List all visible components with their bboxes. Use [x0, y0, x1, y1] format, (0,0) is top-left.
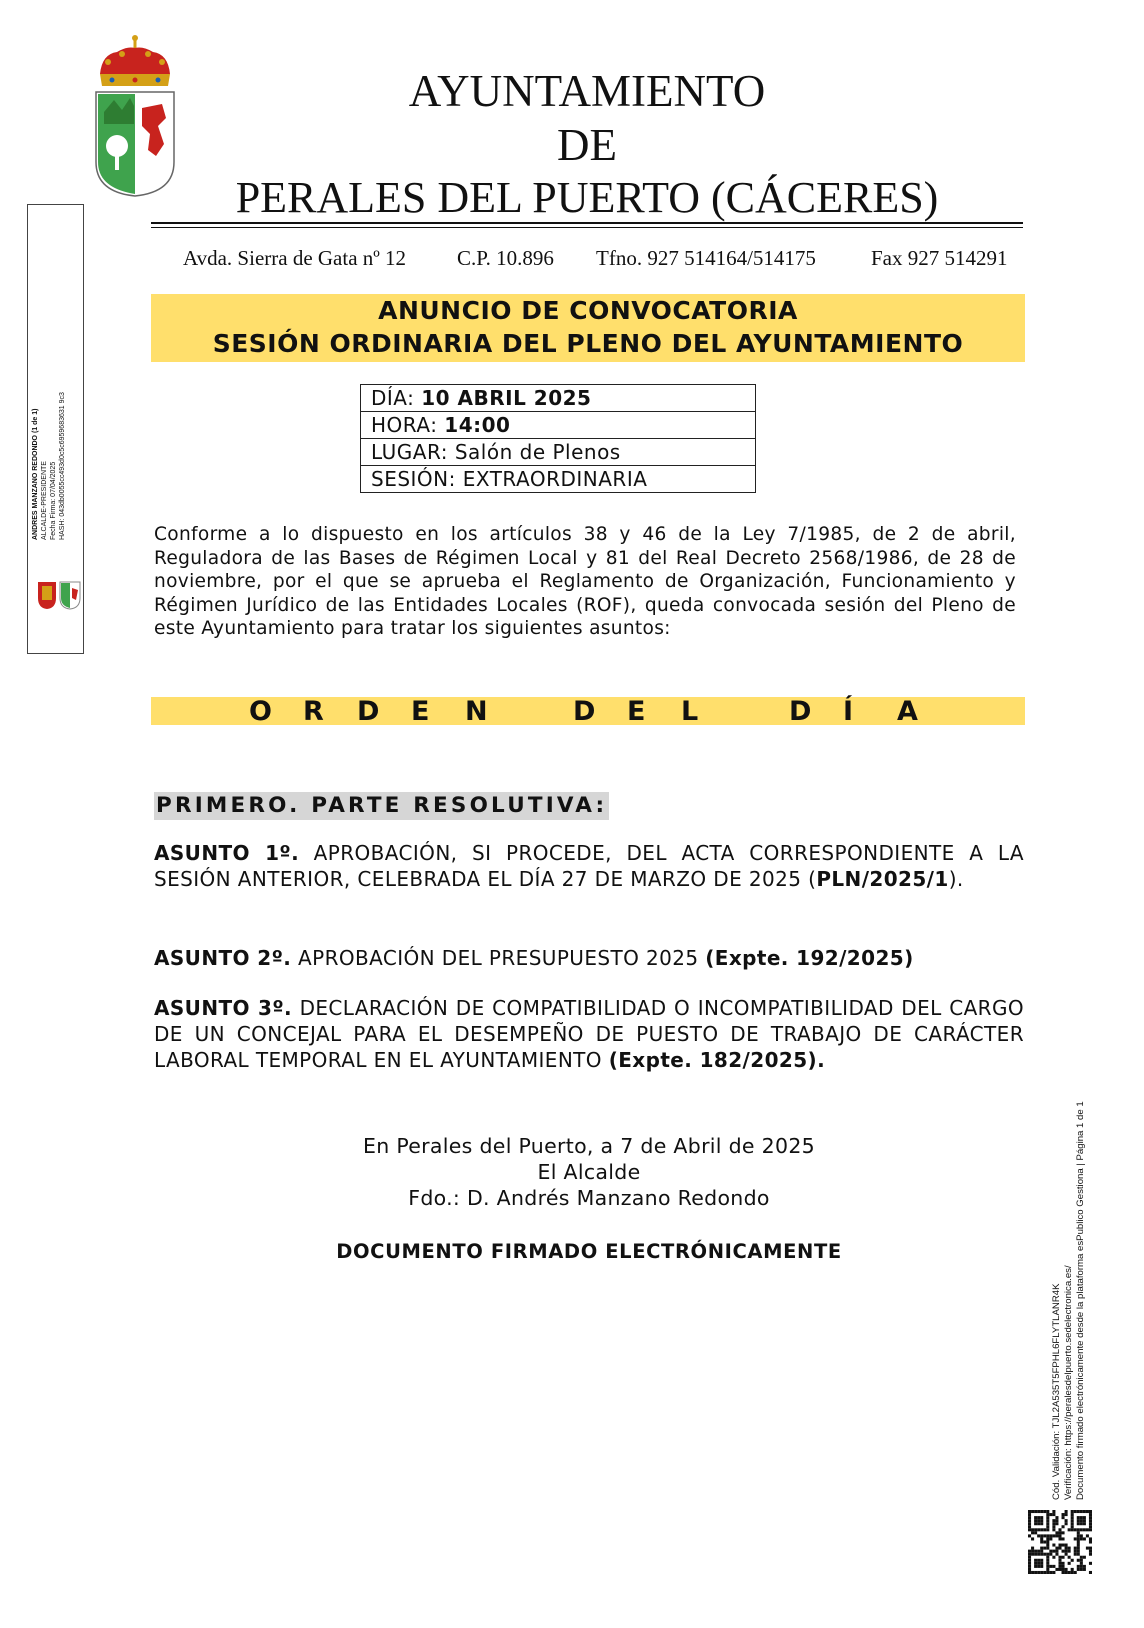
agenda-title-bar	[151, 697, 1025, 725]
announcement-banner	[151, 294, 1025, 362]
signer-role: ALCALDE-PRESIDENTE	[41, 461, 48, 540]
closing-role: El Alcalde	[537, 1160, 641, 1184]
agenda-title-letter: R	[303, 696, 324, 727]
mini-coat-of-arms-icon	[36, 578, 82, 610]
agenda-title-letter: D	[573, 696, 596, 727]
coat-of-arms-logo	[92, 34, 178, 200]
header-rule-top	[151, 222, 1023, 224]
validation-code: Cód. Validación: TJL2A535T5FPHL6FLYTLANR4K	[1051, 1283, 1062, 1500]
agenda-title-letter: E	[411, 696, 430, 727]
banner-line-1: ANUNCIO DE CONVOCATORIA	[378, 296, 798, 325]
agenda-item-label: ASUNTO 1º.	[154, 841, 300, 865]
closing-signature: Fdo.: D. Andrés Manzano Redondo	[408, 1186, 770, 1210]
agenda-title-letter: L	[681, 696, 699, 727]
header-title-line-3: PERALES DEL PUERTO (CÁCERES)	[235, 173, 939, 222]
info-row-sesion: SESIÓN: EXTRAORDINARIA	[371, 467, 648, 491]
hora-value: 14:00	[444, 413, 511, 437]
fax-text: Fax 927 514291	[871, 246, 1008, 270]
agenda-title-letter: Í	[843, 696, 854, 727]
platform-note: Documento firmado electrónicamente desde la plataforma esPublico Gestiona | Página 1 de 1	[1075, 1101, 1086, 1500]
agenda-item-text: APROBACIÓN DEL PRESUPUESTO 2025	[291, 946, 706, 970]
agenda-title-letter: O	[249, 696, 272, 727]
agenda-title-letter: A	[897, 696, 918, 727]
intro-paragraph: Conforme a lo dispuesto en los artículos 38 y 46 de la Ley 7/1985, de 2 de abril, Reguladora de las Bases de Régimen Local y 81 del Real Decreto 2568/1986, de 28 de noviembre, por el que se aprueba el Reglamento de Organización, Funcionamiento y Régimen Jurídico de las Entidades Locales (ROF), queda convocada sesión del Pleno de este Ayuntamiento para tratar los siguientes asuntos:	[154, 524, 1016, 639]
verification-url: Verificación: https://peralesdelpuerto.sedelectronica.es/	[1063, 1265, 1074, 1500]
agenda-item-ref: (Expte. 192/2025)	[705, 946, 914, 970]
session-info-table	[360, 384, 756, 493]
agenda-title-letter: N	[465, 696, 488, 727]
dia-value: 10 ABRIL 2025	[421, 386, 592, 410]
agenda-item-2	[154, 945, 1024, 971]
electronic-signature-note: DOCUMENTO FIRMADO ELECTRÓNICAMENTE	[336, 1240, 842, 1263]
section-heading: PRIMERO. PARTE RESOLUTIVA:	[156, 793, 608, 818]
agenda-item-text: DECLARACIÓN DE COMPATIBILIDAD O INCOMPATIBILIDAD DEL CARGO DE UN CONCEJAL PARA EL DESEMPEÑO DE PUESTO DE TRABAJO DE CARÁCTER LABORAL TEMPORAL EN EL AYUNTAMIENTO	[154, 996, 1025, 1072]
signature-stamp-text	[31, 330, 75, 540]
phone-text: Tfno. 927 514164/514175	[596, 246, 816, 270]
header-title-line-1: AYUNTAMIENTO	[408, 66, 766, 116]
postal-code-text: C.P. 10.896	[457, 246, 554, 270]
dia-label: DÍA:	[371, 386, 422, 410]
info-row-dia	[361, 385, 755, 412]
signature-date: Fecha Firma: 07/04/2025	[50, 461, 57, 540]
header-rule-bottom	[151, 227, 1023, 228]
banner-line-2: SESIÓN ORDINARIA DEL PLENO DEL AYUNTAMIENTO	[212, 329, 964, 358]
info-row-lugar: LUGAR: Salón de Plenos	[361, 439, 755, 466]
address-text: Avda. Sierra de Gata nº 12	[183, 246, 407, 270]
agenda-item-3	[154, 995, 1024, 1073]
info-row-hora	[361, 412, 755, 439]
agenda-title-letter: E	[627, 696, 646, 727]
validation-text	[1051, 980, 1099, 1500]
hora-label: HORA:	[371, 413, 445, 437]
agenda-item-label: ASUNTO 3º.	[154, 996, 293, 1020]
closing-place-date: En Perales del Puerto, a 7 de Abril de 2025	[362, 1134, 816, 1158]
agenda-title-letter: D	[789, 696, 812, 727]
agenda-item-label: ASUNTO 2º.	[154, 946, 292, 970]
qr-code-icon[interactable]	[1028, 1510, 1092, 1574]
agenda-item-text: APROBACIÓN, SI PROCEDE, DEL ACTA CORRESPONDIENTE A LA SESIÓN ANTERIOR, CELEBRADA EL DÍA 27 DE MARZO DE 2025 (	[154, 841, 1024, 891]
agenda-title-letter: D	[357, 696, 380, 727]
signature-hash: HASH: 043db0055cc493d0c5c6959683631 9c3	[59, 392, 66, 540]
agenda-item-ref: (Expte. 182/2025).	[608, 1048, 826, 1072]
agenda-item-ref: PLN/2025/1	[816, 867, 949, 891]
agenda-item-tail: ).	[948, 867, 964, 891]
header-title-line-2: DE	[557, 120, 617, 170]
agenda-item-1	[154, 840, 1024, 892]
signer-name: ANDRES MANZANO REDONDO (1 de 1)	[32, 408, 39, 540]
